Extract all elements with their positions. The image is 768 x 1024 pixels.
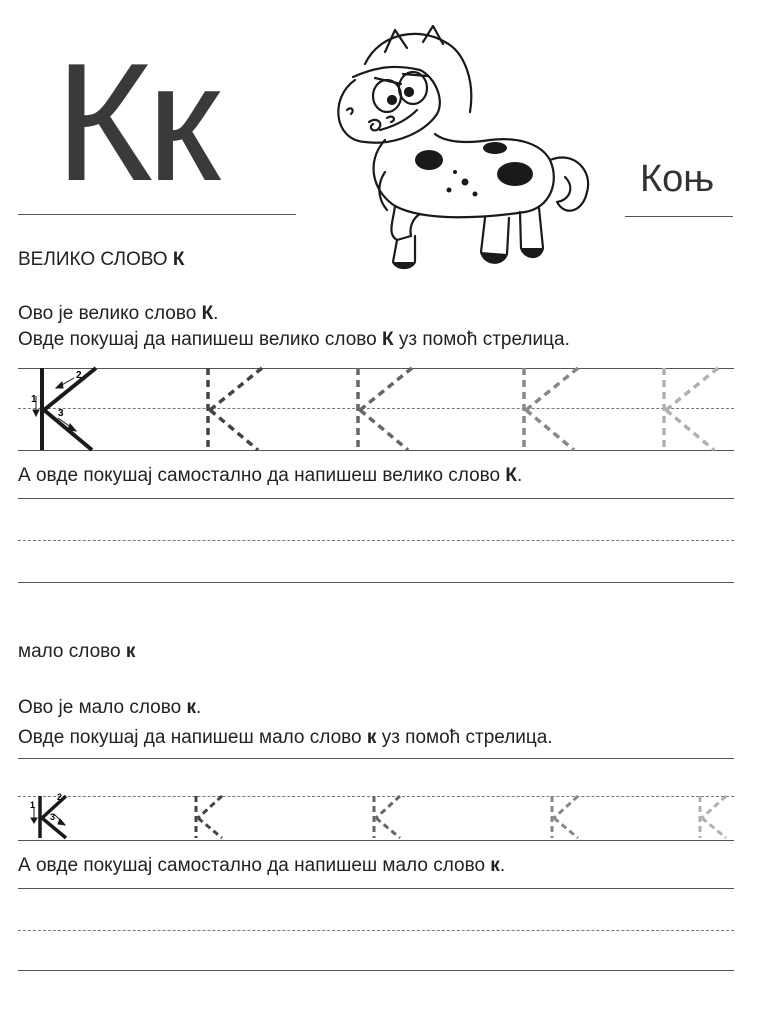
upper-practice-top-line[interactable] xyxy=(18,498,734,499)
upper-free-practice-line: А овде покушај самостално да напишеш велико слово К. xyxy=(18,465,523,486)
upper-trace-k-dashed-1 xyxy=(208,368,262,450)
header-underline-left xyxy=(18,214,296,215)
horse-illustration xyxy=(325,22,605,274)
header-underline-right xyxy=(625,216,733,217)
lower-stroke-number-3: 3 xyxy=(50,812,56,822)
lower-section-title: мало слово к xyxy=(18,641,136,662)
stroke-number-2: 2 xyxy=(76,370,82,381)
lower-instruction-line: Овде покушај да напишеш мало слово к уз помоћ стрелица. xyxy=(18,727,553,748)
big-upper-letter: К xyxy=(55,28,147,216)
stroke-number-1: 1 xyxy=(31,394,37,405)
upper-trace-k-dashed-4 xyxy=(664,368,718,450)
lower-practice-top-line[interactable] xyxy=(18,888,734,889)
upper-practice-base-line[interactable] xyxy=(18,582,734,583)
lower-trace-k-dashed-2 xyxy=(374,796,400,838)
lower-practice-base-line[interactable] xyxy=(18,970,734,971)
lower-trace-letters xyxy=(0,790,768,846)
lower-stroke-number-2: 2 xyxy=(57,792,63,802)
upper-trace-k-dashed-2 xyxy=(358,368,412,450)
lower-trace-k-dashed-3 xyxy=(552,796,578,838)
upper-section-title: ВЕЛИКО СЛОВО К xyxy=(18,249,185,270)
upper-intro-line: Ово је велико слово К. xyxy=(18,303,219,324)
lower-stroke-number-1: 1 xyxy=(30,800,36,810)
example-word: Коњ xyxy=(640,158,715,200)
lower-trace-top-line xyxy=(18,758,734,759)
stroke-number-3: 3 xyxy=(58,408,64,419)
lower-trace-k-dashed-1 xyxy=(196,796,222,838)
big-lower-letter: к xyxy=(146,28,215,216)
upper-trace-letters xyxy=(0,360,768,460)
lower-intro-line: Ово је мало слово к. xyxy=(18,697,202,718)
lower-free-practice-line: А овде покушај самостално да напишеш мало слово к. xyxy=(18,855,506,876)
upper-practice-mid-line[interactable] xyxy=(18,540,734,541)
upper-trace-k-dashed-3 xyxy=(524,368,578,450)
big-letters xyxy=(55,28,215,216)
lower-trace-k-dashed-4 xyxy=(700,796,726,838)
upper-instruction-line: Овде покушај да напишеш велико слово К уз помоћ стрелица. xyxy=(18,329,570,350)
lower-practice-mid-line[interactable] xyxy=(18,930,734,931)
